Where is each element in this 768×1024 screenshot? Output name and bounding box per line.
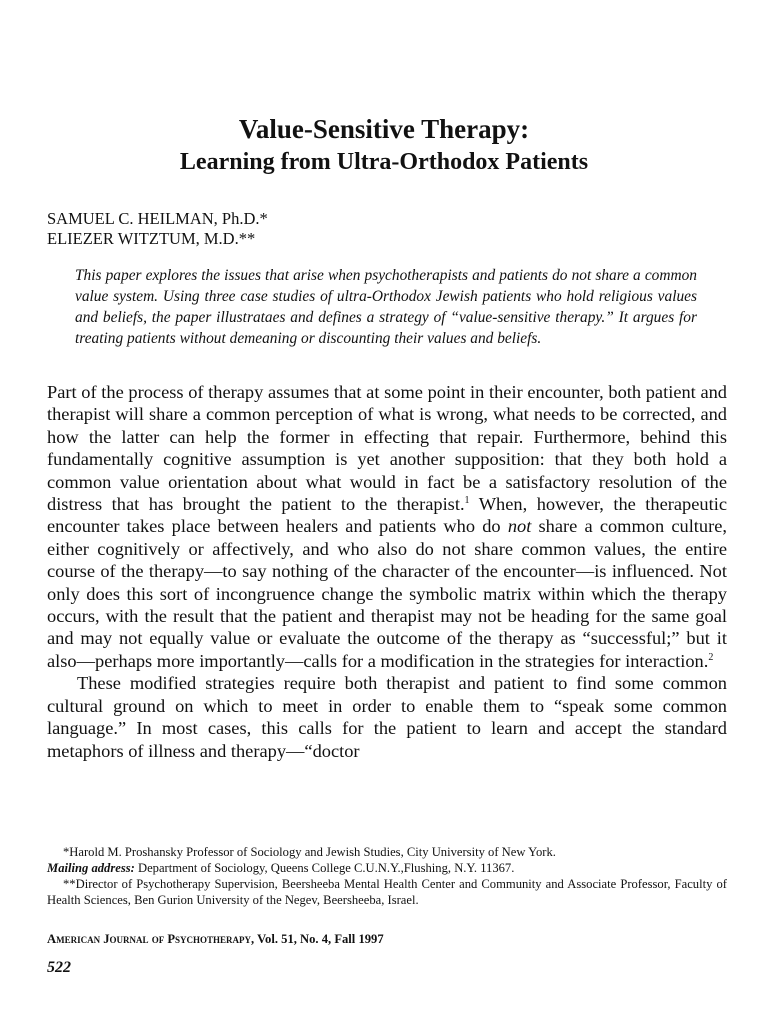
author-witztum: ELIEZER WITZTUM, M.D.** bbox=[47, 229, 256, 248]
author-heilman: SAMUEL C. HEILMAN, Ph.D.* bbox=[47, 209, 268, 228]
footnote-ref-2: 2 bbox=[708, 651, 714, 663]
abstract: This paper explores the issues that arise when psychotherapists and patients do not share a common value system. Using three case studies of ultra-Orthodox Jewish patients who hold religious values and beliefs, the paper illustrataes and defines a strategy of “value-sensitive therapy.” It argues for treating patients without demeaning or discounting their values and beliefs. bbox=[75, 267, 697, 347]
journal-issue: , Vol. 51, No. 4, Fall 1997 bbox=[251, 932, 384, 946]
body-paragraph-1 bbox=[47, 381, 727, 672]
journal-name: American Journal of Psychotherapy bbox=[47, 932, 252, 946]
body-paragraph-2: These modified strategies require both therapist and patient to find some common cultural ground on which to meet in order to enable them to “speak some common language.” In most cases, this calls for the patient to learn and accept the standard metaphors of illness and therapy—“doctor bbox=[47, 673, 727, 761]
body-text-segment: share a common culture, either cognitively or affectively, and who also do not share common values, the entire course of the therapy—to say nothing of the character of the encounter—is influenced. Not only does this sort of incongruence change the symbolic matrix within which the therapy occurs, with the result that the patient and therapist may not be heading for the same goal and may not equally value or evaluate the outcome of the therapy as “successful;” but it also—perhaps more importantly—calls for a modification in the strategies for interaction. bbox=[47, 516, 728, 671]
author-list bbox=[47, 209, 727, 249]
footnotes bbox=[47, 844, 727, 908]
mailing-address-label: Mailing address: bbox=[47, 861, 135, 875]
mailing-address-text: Department of Sociology, Queens College C.U.N.Y.,Flushing, N.Y. 11367. bbox=[134, 861, 515, 875]
paper-title: Value-Sensitive Therapy: bbox=[238, 114, 530, 144]
body-text-segment: Part of the process of therapy assumes that at some point in their encounter, both patient and therapist will share a common perception of what is wrong, what needs to be corrected, and how the latter can help the former in effecting that repair. Furthermore, behind this fundamentally cognitive assumption is yet another supposition: that they both hold a common value orientation about what would in fact be a satisfactory resolution of the distress that has brought the patient to the therapist. bbox=[47, 382, 727, 515]
page-number: 522 bbox=[47, 959, 71, 976]
body-text bbox=[47, 381, 727, 762]
mailing-address bbox=[47, 860, 727, 876]
footnote-ref-1: 1 bbox=[464, 494, 470, 506]
journal-citation bbox=[47, 931, 727, 947]
footnote-2: **Director of Psychotherapy Supervision, Beersheeba Mental Health Center and Community and Associate Professor, Faculty of Health Sciences, Ben Gurion University of the Negev, Beersheeba, Israel. bbox=[47, 877, 727, 907]
body-text-segment: When, however, the therapeutic encounter takes place between healers and patients who do bbox=[47, 494, 727, 537]
emphasis-not: not bbox=[507, 516, 532, 537]
paper-subtitle: Learning from Ultra-Orthodox Patients bbox=[179, 149, 589, 175]
footnote-1: *Harold M. Proshansky Professor of Sociology and Jewish Studies, City University of New York. bbox=[63, 845, 556, 859]
